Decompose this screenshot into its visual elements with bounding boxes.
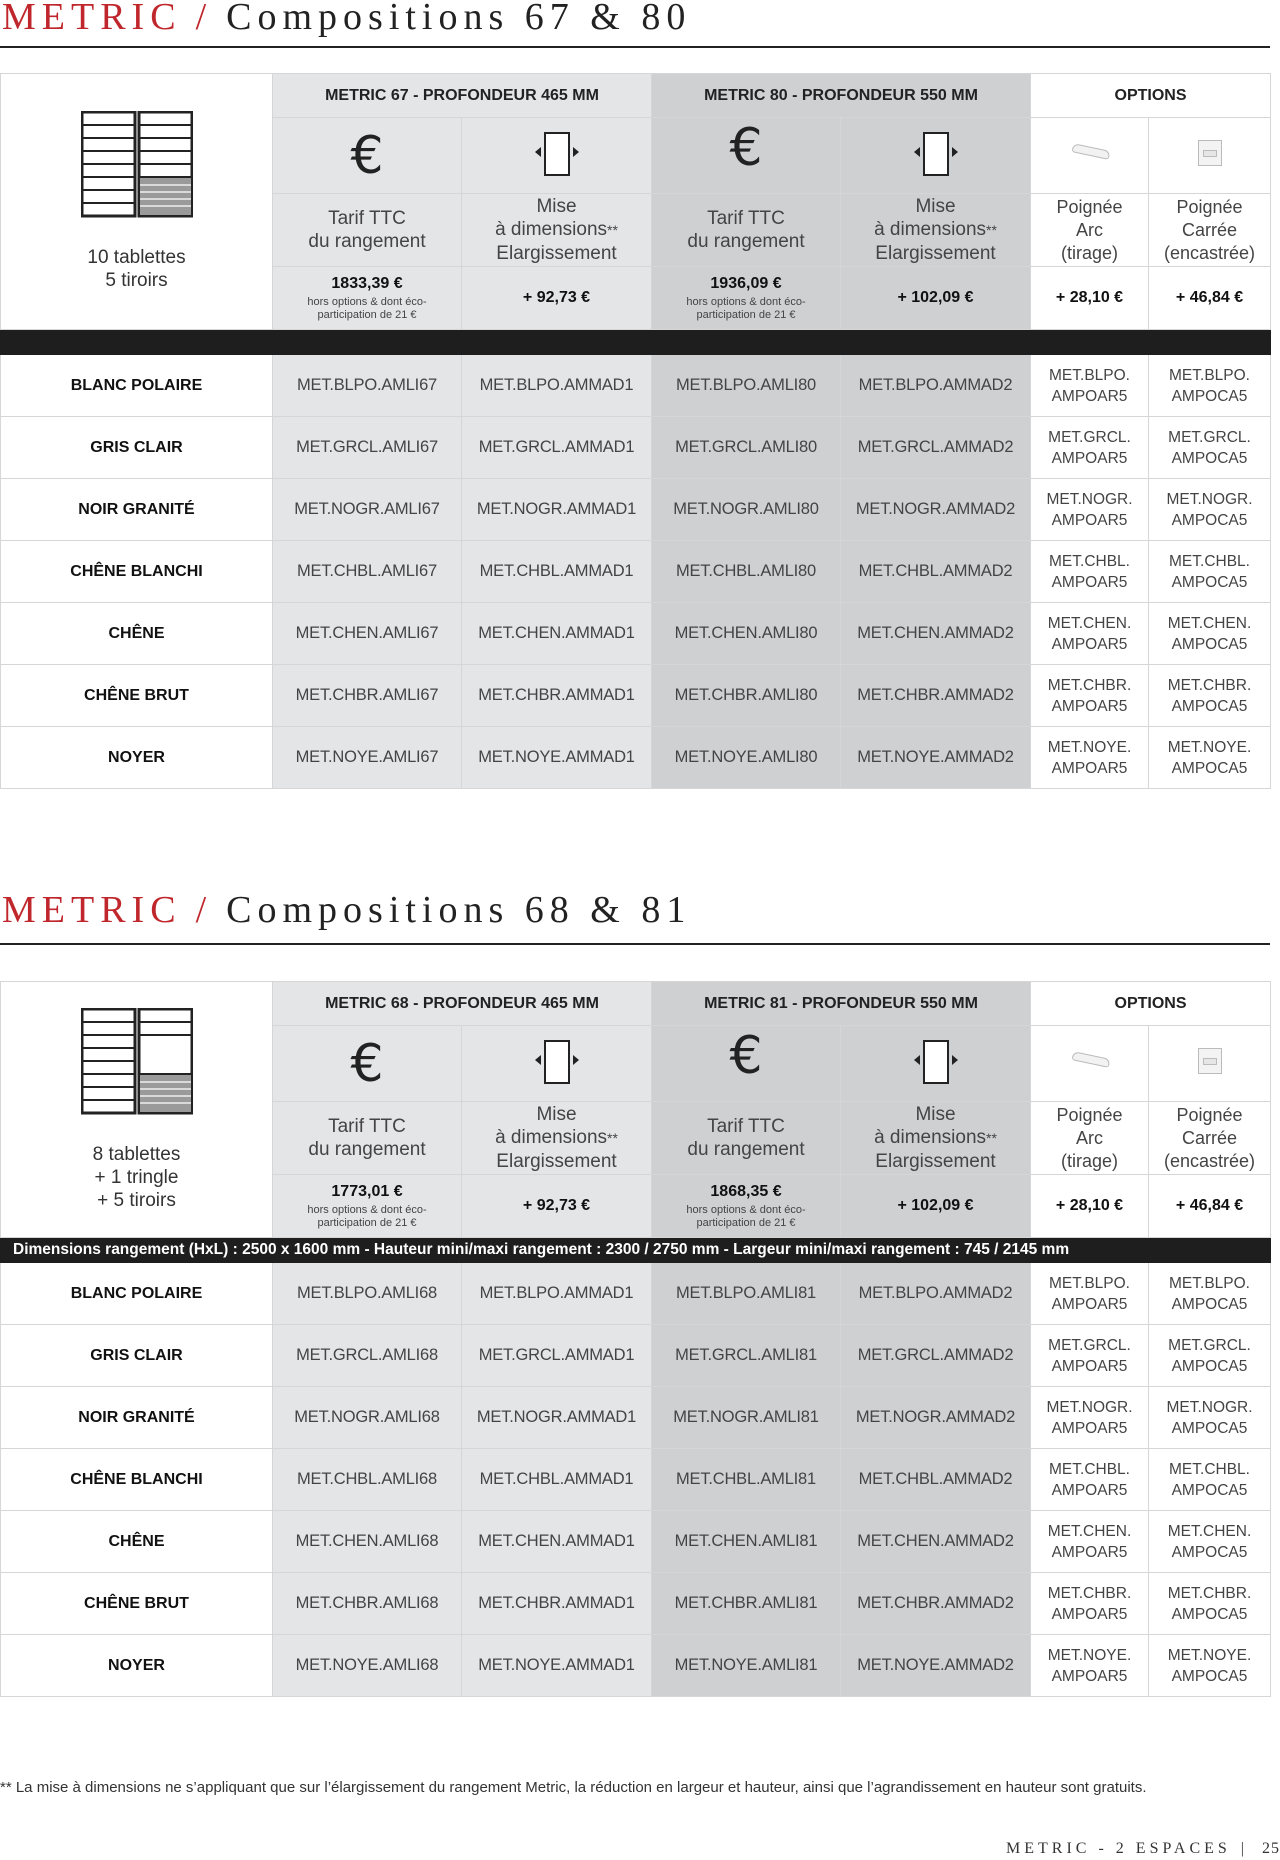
option-arc-code: MET.CHEN. AMPOAR5 xyxy=(1031,1511,1149,1573)
option-arc-code: MET.CHBR. AMPOAR5 xyxy=(1031,1573,1149,1635)
ref-code: MET.NOYE.AMLI67 xyxy=(273,727,462,789)
desc-mise: Mise à dimensions** Elargissement xyxy=(462,194,652,267)
ref-code: MET.CHBR.AMMAD2 xyxy=(841,1573,1031,1635)
ref-code: MET.BLPO.AMLI67 xyxy=(273,355,462,417)
option-carree-code: MET.CHBL. AMPOCA5 xyxy=(1149,1449,1271,1511)
price-note: hors options & dont éco- participation de 21 € xyxy=(686,1203,806,1229)
composition-cell xyxy=(1,74,273,330)
color-name: CHÊNE BRUT xyxy=(1,665,273,727)
price-cell xyxy=(273,1175,462,1238)
desc-option-carree: Poignée Carrée (encastrée) xyxy=(1149,1102,1271,1175)
ref-code: MET.NOYE.AMMAD1 xyxy=(462,727,652,789)
ref-code: MET.CHEN.AMLI67 xyxy=(273,603,462,665)
ref-code: MET.NOGR.AMMAD1 xyxy=(462,1387,652,1449)
ref-code: MET.NOYE.AMLI80 xyxy=(652,727,841,789)
option-carree-code: MET.CHBL. AMPOCA5 xyxy=(1149,541,1271,603)
color-name: BLANC POLAIRE xyxy=(1,355,273,417)
handle-square-icon xyxy=(1198,140,1222,166)
ref-code: MET.NOYE.AMLI81 xyxy=(652,1635,841,1697)
table-row xyxy=(1,355,1271,417)
door-resize-icon xyxy=(531,130,583,176)
desc-option-arc: Poignée Arc (tirage) xyxy=(1031,194,1149,267)
ref-code: MET.CHBL.AMLI81 xyxy=(652,1449,841,1511)
ref-code: MET.CHBR.AMMAD1 xyxy=(462,665,652,727)
table-row xyxy=(1,1387,1271,1449)
ref-code: MET.GRCL.AMMAD2 xyxy=(841,417,1031,479)
color-name: GRIS CLAIR xyxy=(1,417,273,479)
option-carree-code: MET.NOGR. AMPOCA5 xyxy=(1149,1387,1271,1449)
composition-table xyxy=(0,981,1271,1697)
option-carree-price: + 46,84 € xyxy=(1149,267,1271,330)
option-carree-code: MET.NOGR. AMPOCA5 xyxy=(1149,479,1271,541)
desc-option-arc: Poignée Arc (tirage) xyxy=(1031,1102,1149,1175)
price-note: hors options & dont éco- participation de 21 € xyxy=(307,1203,427,1229)
option-arc-code: MET.GRCL. AMPOAR5 xyxy=(1031,417,1149,479)
ref-code: MET.NOGR.AMLI67 xyxy=(273,479,462,541)
group-header-a: METRIC 67 - PROFONDEUR 465 MM xyxy=(273,74,652,118)
heading-brand: METRIC xyxy=(2,889,182,931)
price-value: 1936,09 € xyxy=(710,274,782,292)
ref-code: MET.CHBR.AMLI81 xyxy=(652,1573,841,1635)
price-cell xyxy=(652,1175,841,1238)
composition-line: + 1 tringle xyxy=(94,1166,179,1188)
ref-code: MET.CHBL.AMLI67 xyxy=(273,541,462,603)
page-footer xyxy=(1006,1840,1280,1858)
desc-option-carree: Poignée Carrée (encastrée) xyxy=(1149,194,1271,267)
euro-icon: € xyxy=(350,1033,384,1094)
option-arc-code: MET.NOYE. AMPOAR5 xyxy=(1031,727,1149,789)
ref-code: MET.CHEN.AMMAD1 xyxy=(462,1511,652,1573)
option-carree-code: MET.CHEN. AMPOCA5 xyxy=(1149,603,1271,665)
ref-code: MET.GRCL.AMLI80 xyxy=(652,417,841,479)
option-carree-code: MET.BLPO. AMPOCA5 xyxy=(1149,1263,1271,1325)
handle-arc-icon xyxy=(1068,1049,1112,1073)
footnote: ** La mise à dimensions ne s’appliquant que sur l’élargissement du rangement Metric, la réduction en largeur et hauteur, ainsi que l’agrandissement en hauteur sont gratuits. xyxy=(0,1779,1147,1796)
ref-code: MET.BLPO.AMMAD1 xyxy=(462,355,652,417)
composition-line: + 5 tiroirs xyxy=(97,1189,176,1211)
group-header-options: OPTIONS xyxy=(1031,74,1271,118)
option-arc-code: MET.CHBL. AMPOAR5 xyxy=(1031,1449,1149,1511)
ref-code: MET.CHBL.AMMAD1 xyxy=(462,1449,652,1511)
price-note: hors options & dont éco- participation de 21 € xyxy=(307,295,427,321)
option-carree-code: MET.GRCL. AMPOCA5 xyxy=(1149,1325,1271,1387)
option-arc-code: MET.BLPO. AMPOAR5 xyxy=(1031,1263,1149,1325)
ref-code: MET.CHBR.AMLI67 xyxy=(273,665,462,727)
dimensions-bar xyxy=(1,330,1271,355)
table-row xyxy=(1,603,1271,665)
heading-rule xyxy=(0,46,1270,48)
ref-code: MET.CHBL.AMLI80 xyxy=(652,541,841,603)
option-carree-code: MET.BLPO. AMPOCA5 xyxy=(1149,355,1271,417)
heading-subtitle: Compositions 67 & 80 xyxy=(226,0,692,38)
option-carree-code: MET.CHBR. AMPOCA5 xyxy=(1149,665,1271,727)
option-arc-price: + 28,10 € xyxy=(1031,1175,1149,1238)
composition-line: 8 tablettes xyxy=(92,1143,181,1165)
color-name: CHÊNE BRUT xyxy=(1,1573,273,1635)
door-resize-icon xyxy=(531,1038,583,1084)
cabinet-diagram-icon xyxy=(81,111,193,219)
euro-icon: € xyxy=(729,1025,763,1086)
door-resize-icon xyxy=(910,130,962,176)
composition-line: 10 tablettes xyxy=(87,247,186,268)
group-header-options: OPTIONS xyxy=(1031,982,1271,1026)
color-name: GRIS CLAIR xyxy=(1,1325,273,1387)
ref-code: MET.NOYE.AMLI68 xyxy=(273,1635,462,1697)
option-arc-code: MET.NOGR. AMPOAR5 xyxy=(1031,479,1149,541)
ref-code: MET.NOYE.AMMAD2 xyxy=(841,727,1031,789)
ref-code: MET.CHBR.AMMAD1 xyxy=(462,1573,652,1635)
option-carree-code: MET.NOYE. AMPOCA5 xyxy=(1149,727,1271,789)
color-name: NOIR GRANITÉ xyxy=(1,1387,273,1449)
color-name: CHÊNE xyxy=(1,603,273,665)
table-row xyxy=(1,1573,1271,1635)
price-cell xyxy=(273,267,462,330)
ref-code: MET.CHBL.AMLI68 xyxy=(273,1449,462,1511)
desc-tarif: Tarif TTC du rangement xyxy=(652,1102,841,1175)
option-arc-code: MET.CHBL. AMPOAR5 xyxy=(1031,541,1149,603)
dimensions-bar: Dimensions rangement (HxL) : 2500 x 1600 mm - Hauteur mini/maxi rangement : 2300 / 2750 mm - Largeur mini/maxi rangement : 745 / 2145 mm xyxy=(1,1238,1271,1263)
table-row xyxy=(1,665,1271,727)
ref-code: MET.BLPO.AMMAD2 xyxy=(841,1263,1031,1325)
option-arc-code: MET.CHEN. AMPOAR5 xyxy=(1031,603,1149,665)
price-value: 1833,39 € xyxy=(331,274,403,292)
color-name: NOIR GRANITÉ xyxy=(1,479,273,541)
ref-code: MET.NOGR.AMLI68 xyxy=(273,1387,462,1449)
composition-cell xyxy=(1,982,273,1238)
ref-code: MET.NOGR.AMLI80 xyxy=(652,479,841,541)
ref-code: MET.NOYE.AMMAD1 xyxy=(462,1635,652,1697)
option-arc-code: MET.NOYE. AMPOAR5 xyxy=(1031,1635,1149,1697)
ref-code: MET.BLPO.AMMAD1 xyxy=(462,1263,652,1325)
color-name: CHÊNE BLANCHI xyxy=(1,541,273,603)
ref-code: MET.GRCL.AMLI81 xyxy=(652,1325,841,1387)
section-heading xyxy=(2,0,691,44)
table-row xyxy=(1,1325,1271,1387)
desc-tarif: Tarif TTC du rangement xyxy=(273,194,462,267)
composition-table xyxy=(0,73,1271,789)
heading-rule xyxy=(0,943,1270,945)
ref-code: MET.CHBR.AMLI68 xyxy=(273,1573,462,1635)
ref-code: MET.CHBL.AMMAD1 xyxy=(462,541,652,603)
euro-icon: € xyxy=(350,125,384,186)
ref-code: MET.BLPO.AMMAD2 xyxy=(841,355,1031,417)
option-arc-code: MET.CHBR. AMPOAR5 xyxy=(1031,665,1149,727)
ref-code: MET.CHEN.AMLI81 xyxy=(652,1511,841,1573)
ref-code: MET.GRCL.AMMAD2 xyxy=(841,1325,1031,1387)
price-value: 1868,35 € xyxy=(710,1182,782,1200)
ref-code: MET.BLPO.AMLI81 xyxy=(652,1263,841,1325)
ref-code: MET.GRCL.AMLI67 xyxy=(273,417,462,479)
table-row xyxy=(1,727,1271,789)
desc-tarif: Tarif TTC du rangement xyxy=(652,194,841,267)
desc-tarif: Tarif TTC du rangement xyxy=(273,1102,462,1175)
group-header-b: METRIC 81 - PROFONDEUR 550 MM xyxy=(652,982,1031,1026)
ref-code: MET.NOGR.AMMAD2 xyxy=(841,479,1031,541)
ref-code: MET.CHEN.AMMAD1 xyxy=(462,603,652,665)
color-name: NOYER xyxy=(1,727,273,789)
ref-code: MET.NOGR.AMMAD1 xyxy=(462,479,652,541)
ref-code: MET.CHBL.AMMAD2 xyxy=(841,541,1031,603)
handle-square-icon xyxy=(1198,1048,1222,1074)
ref-code: MET.GRCL.AMMAD1 xyxy=(462,1325,652,1387)
table-row xyxy=(1,479,1271,541)
ref-code: MET.CHEN.AMMAD2 xyxy=(841,1511,1031,1573)
section-heading xyxy=(2,888,691,932)
footer-separator: | xyxy=(1240,1840,1248,1857)
color-name: NOYER xyxy=(1,1635,273,1697)
heading-separator: / xyxy=(195,0,213,38)
option-carree-code: MET.CHEN. AMPOCA5 xyxy=(1149,1511,1271,1573)
ref-code: MET.CHEN.AMLI68 xyxy=(273,1511,462,1573)
ref-code: MET.CHBR.AMMAD2 xyxy=(841,665,1031,727)
price-note: hors options & dont éco- participation de 21 € xyxy=(686,295,806,321)
mise-price: + 92,73 € xyxy=(462,267,652,330)
ref-code: MET.NOGR.AMLI81 xyxy=(652,1387,841,1449)
composition-line: 5 tiroirs xyxy=(105,270,168,291)
table-row xyxy=(1,541,1271,603)
desc-mise: Mise à dimensions** Elargissement xyxy=(841,194,1031,267)
ref-code: MET.CHEN.AMLI80 xyxy=(652,603,841,665)
ref-code: MET.BLPO.AMLI68 xyxy=(273,1263,462,1325)
desc-mise: Mise à dimensions** Elargissement xyxy=(841,1102,1031,1175)
ref-code: MET.NOYE.AMMAD2 xyxy=(841,1635,1031,1697)
price-value: 1773,01 € xyxy=(331,1182,403,1200)
heading-subtitle: Compositions 68 & 81 xyxy=(226,889,692,931)
footer-title: METRIC - 2 ESPACES xyxy=(1006,1840,1231,1857)
ref-code: MET.GRCL.AMLI68 xyxy=(273,1325,462,1387)
ref-code: MET.CHBR.AMLI80 xyxy=(652,665,841,727)
mise-price: + 102,09 € xyxy=(841,1175,1031,1238)
table-row xyxy=(1,1635,1271,1697)
desc-mise: Mise à dimensions** Elargissement xyxy=(462,1102,652,1175)
ref-code: MET.BLPO.AMLI80 xyxy=(652,355,841,417)
group-header-b: METRIC 80 - PROFONDEUR 550 MM xyxy=(652,74,1031,118)
table-row xyxy=(1,1511,1271,1573)
handle-arc-icon xyxy=(1068,141,1112,165)
color-name: BLANC POLAIRE xyxy=(1,1263,273,1325)
ref-code: MET.CHEN.AMMAD2 xyxy=(841,603,1031,665)
table-row xyxy=(1,417,1271,479)
cabinet-diagram-icon xyxy=(81,1008,193,1116)
option-arc-code: MET.BLPO. AMPOAR5 xyxy=(1031,355,1149,417)
table-row xyxy=(1,1449,1271,1511)
option-arc-code: MET.GRCL. AMPOAR5 xyxy=(1031,1325,1149,1387)
color-name: CHÊNE BLANCHI xyxy=(1,1449,273,1511)
page-number: 25 xyxy=(1262,1840,1280,1857)
ref-code: MET.CHBL.AMMAD2 xyxy=(841,1449,1031,1511)
table-row xyxy=(1,1263,1271,1325)
option-carree-code: MET.CHBR. AMPOCA5 xyxy=(1149,1573,1271,1635)
mise-price: + 102,09 € xyxy=(841,267,1031,330)
heading-separator: / xyxy=(195,889,213,931)
euro-icon: € xyxy=(729,117,763,178)
option-carree-code: MET.GRCL. AMPOCA5 xyxy=(1149,417,1271,479)
option-carree-code: MET.NOYE. AMPOCA5 xyxy=(1149,1635,1271,1697)
group-header-a: METRIC 68 - PROFONDEUR 465 MM xyxy=(273,982,652,1026)
color-name: CHÊNE xyxy=(1,1511,273,1573)
heading-brand: METRIC xyxy=(2,0,182,38)
ref-code: MET.GRCL.AMMAD1 xyxy=(462,417,652,479)
option-arc-price: + 28,10 € xyxy=(1031,267,1149,330)
mise-price: + 92,73 € xyxy=(462,1175,652,1238)
option-carree-price: + 46,84 € xyxy=(1149,1175,1271,1238)
door-resize-icon xyxy=(910,1038,962,1084)
price-cell xyxy=(652,267,841,330)
ref-code: MET.NOGR.AMMAD2 xyxy=(841,1387,1031,1449)
option-arc-code: MET.NOGR. AMPOAR5 xyxy=(1031,1387,1149,1449)
